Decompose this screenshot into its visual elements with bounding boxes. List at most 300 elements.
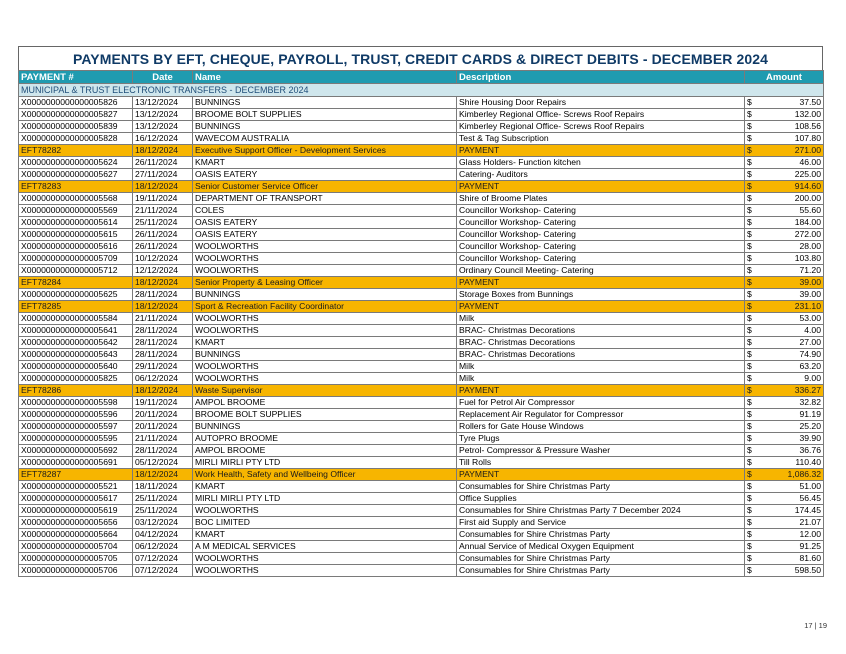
cell-name: AMPOL BROOME xyxy=(193,397,457,409)
cell-payment-id: X0000000000000005597 xyxy=(19,421,133,433)
cell-name: WOOLWORTHS xyxy=(193,241,457,253)
cell-payment-id: EFT78285 xyxy=(19,301,133,313)
table-row xyxy=(19,241,824,253)
cell-amount xyxy=(745,133,824,145)
cell-name: WOOLWORTHS xyxy=(193,361,457,373)
cell-date: 25/11/2024 xyxy=(133,505,193,517)
cell-description: BRAC- Christmas Decorations xyxy=(457,325,745,337)
currency-symbol: $ xyxy=(747,517,752,527)
currency-symbol: $ xyxy=(747,433,752,443)
cell-payment-id: EFT78284 xyxy=(19,277,133,289)
cell-description: Ordinary Council Meeting- Catering xyxy=(457,265,745,277)
cell-payment-id: X0000000000000005704 xyxy=(19,541,133,553)
cell-date: 21/11/2024 xyxy=(133,433,193,445)
section-title: MUNICIPAL & TRUST ELECTRONIC TRANSFERS - DECEMBER 2024 xyxy=(19,84,824,97)
currency-symbol: $ xyxy=(747,205,752,215)
cell-date: 18/12/2024 xyxy=(133,145,193,157)
amount-value: 55.60 xyxy=(799,205,821,215)
cell-date: 25/11/2024 xyxy=(133,493,193,505)
cell-name: WOOLWORTHS xyxy=(193,325,457,337)
amount-value: 914.60 xyxy=(794,181,821,191)
cell-amount xyxy=(745,397,824,409)
cell-payment-id: EFT78282 xyxy=(19,145,133,157)
cell-payment-id: X0000000000000005596 xyxy=(19,409,133,421)
currency-symbol: $ xyxy=(747,505,752,515)
amount-value: 174.45 xyxy=(794,505,821,515)
amount-value: 336.27 xyxy=(794,385,821,395)
cell-amount xyxy=(745,121,824,133)
cell-amount xyxy=(745,193,824,205)
table-row xyxy=(19,445,824,457)
cell-payment-id: X0000000000000005598 xyxy=(19,397,133,409)
cell-amount xyxy=(745,313,824,325)
cell-amount xyxy=(745,481,824,493)
table-row xyxy=(19,493,824,505)
cell-payment-id: X0000000000000005825 xyxy=(19,373,133,385)
cell-name: OASIS EATERY xyxy=(193,169,457,181)
cell-description: Fuel for Petrol Air Compressor xyxy=(457,397,745,409)
amount-value: 271.00 xyxy=(794,145,821,155)
cell-amount xyxy=(745,553,824,565)
cell-description: Test & Tag Subscription xyxy=(457,133,745,145)
cell-amount xyxy=(745,565,824,577)
cell-payment-id: X0000000000000005692 xyxy=(19,445,133,457)
cell-payment-id: X0000000000000005656 xyxy=(19,517,133,529)
table-row xyxy=(19,157,824,169)
cell-date: 13/12/2024 xyxy=(133,97,193,109)
cell-date: 07/12/2024 xyxy=(133,565,193,577)
amount-value: 225.00 xyxy=(794,169,821,179)
cell-amount xyxy=(745,253,824,265)
cell-name: WOOLWORTHS xyxy=(193,313,457,325)
cell-name: Sport & Recreation Facility Coordinator xyxy=(193,301,457,313)
cell-name: AMPOL BROOME xyxy=(193,445,457,457)
cell-amount xyxy=(745,217,824,229)
cell-name: WOOLWORTHS xyxy=(193,265,457,277)
cell-name: Waste Supervisor xyxy=(193,385,457,397)
cell-payment-id: X0000000000000005839 xyxy=(19,121,133,133)
table-row xyxy=(19,97,824,109)
cell-description: Tyre Plugs xyxy=(457,433,745,445)
amount-value: 200.00 xyxy=(794,193,821,203)
cell-name: WAVECOM AUSTRALIA xyxy=(193,133,457,145)
cell-description: Councillor Workshop- Catering xyxy=(457,205,745,217)
cell-payment-id: EFT78287 xyxy=(19,469,133,481)
currency-symbol: $ xyxy=(747,253,752,263)
amount-value: 32.82 xyxy=(799,397,821,407)
cell-payment-id: X0000000000000005614 xyxy=(19,217,133,229)
cell-date: 19/11/2024 xyxy=(133,193,193,205)
currency-symbol: $ xyxy=(747,373,752,383)
cell-amount xyxy=(745,229,824,241)
amount-value: 184.00 xyxy=(794,217,821,227)
cell-name: KMART xyxy=(193,157,457,169)
cell-amount xyxy=(745,517,824,529)
table-row xyxy=(19,133,824,145)
cell-amount xyxy=(745,433,824,445)
cell-payment-id: X0000000000000005624 xyxy=(19,157,133,169)
cell-description: Milk xyxy=(457,361,745,373)
cell-payment-id: X0000000000000005617 xyxy=(19,493,133,505)
cell-name: BUNNINGS xyxy=(193,421,457,433)
cell-description: Petrol- Compressor & Pressure Washer xyxy=(457,445,745,457)
cell-amount xyxy=(745,181,824,193)
cell-name: BROOME BOLT SUPPLIES xyxy=(193,409,457,421)
header-payment: PAYMENT # xyxy=(19,71,133,84)
eft-payment-row xyxy=(19,181,824,193)
table-row xyxy=(19,313,824,325)
cell-name: Senior Property & Leasing Officer xyxy=(193,277,457,289)
cell-name: KMART xyxy=(193,529,457,541)
cell-payment-id: X0000000000000005584 xyxy=(19,313,133,325)
table-row xyxy=(19,553,824,565)
cell-date: 26/11/2024 xyxy=(133,157,193,169)
cell-description: PAYMENT xyxy=(457,301,745,313)
table-row xyxy=(19,229,824,241)
table-row xyxy=(19,517,824,529)
cell-description: Councillor Workshop- Catering xyxy=(457,253,745,265)
cell-name: BUNNINGS xyxy=(193,121,457,133)
amount-value: 39.00 xyxy=(799,289,821,299)
cell-name: KMART xyxy=(193,337,457,349)
currency-symbol: $ xyxy=(747,337,752,347)
cell-payment-id: X0000000000000005615 xyxy=(19,229,133,241)
amount-value: 53.00 xyxy=(799,313,821,323)
cell-payment-id: X0000000000000005569 xyxy=(19,205,133,217)
cell-name: BUNNINGS xyxy=(193,289,457,301)
currency-symbol: $ xyxy=(747,349,752,359)
cell-payment-id: X0000000000000005625 xyxy=(19,289,133,301)
table-row xyxy=(19,109,824,121)
header-amount: Amount xyxy=(745,71,824,84)
amount-value: 12.00 xyxy=(799,529,821,539)
cell-date: 28/11/2024 xyxy=(133,349,193,361)
eft-payment-row xyxy=(19,385,824,397)
cell-date: 20/11/2024 xyxy=(133,421,193,433)
currency-symbol: $ xyxy=(747,301,752,311)
cell-name: COLES xyxy=(193,205,457,217)
cell-description: PAYMENT xyxy=(457,145,745,157)
table-row xyxy=(19,265,824,277)
cell-payment-id: X0000000000000005641 xyxy=(19,325,133,337)
amount-value: 74.90 xyxy=(799,349,821,359)
cell-description: Consumables for Shire Christmas Party 7 December 2024 xyxy=(457,505,745,517)
cell-payment-id: X0000000000000005643 xyxy=(19,349,133,361)
cell-description: Catering- Auditors xyxy=(457,169,745,181)
cell-description: PAYMENT xyxy=(457,277,745,289)
amount-value: 272.00 xyxy=(794,229,821,239)
cell-payment-id: X0000000000000005826 xyxy=(19,97,133,109)
cell-date: 18/12/2024 xyxy=(133,469,193,481)
cell-date: 21/11/2024 xyxy=(133,313,193,325)
cell-payment-id: X0000000000000005664 xyxy=(19,529,133,541)
currency-symbol: $ xyxy=(747,133,752,143)
amount-value: 110.40 xyxy=(795,457,821,467)
currency-symbol: $ xyxy=(747,493,752,503)
payments-sheet xyxy=(18,46,823,577)
table-row xyxy=(19,433,824,445)
cell-date: 06/12/2024 xyxy=(133,373,193,385)
cell-amount xyxy=(745,505,824,517)
amount-value: 9.00 xyxy=(804,373,821,383)
cell-description: Councillor Workshop- Catering xyxy=(457,217,745,229)
cell-payment-id: X0000000000000005568 xyxy=(19,193,133,205)
page-title: PAYMENTS BY EFT, CHEQUE, PAYROLL, TRUST, CREDIT CARDS & DIRECT DEBITS - DECEMBER 2024 xyxy=(18,46,823,70)
cell-date: 26/11/2024 xyxy=(133,241,193,253)
cell-date: 06/12/2024 xyxy=(133,541,193,553)
table-row xyxy=(19,397,824,409)
cell-name: Senior Customer Service Officer xyxy=(193,181,457,193)
cell-description: Consumables for Shire Christmas Party xyxy=(457,565,745,577)
currency-symbol: $ xyxy=(747,169,752,179)
cell-name: AUTOPRO BROOME xyxy=(193,433,457,445)
cell-name: WOOLWORTHS xyxy=(193,565,457,577)
cell-payment-id: X0000000000000005521 xyxy=(19,481,133,493)
cell-payment-id: X0000000000000005640 xyxy=(19,361,133,373)
cell-payment-id: X0000000000000005709 xyxy=(19,253,133,265)
amount-value: 39.00 xyxy=(799,277,821,287)
amount-value: 71.20 xyxy=(799,265,821,275)
cell-description: BRAC- Christmas Decorations xyxy=(457,337,745,349)
cell-date: 18/12/2024 xyxy=(133,385,193,397)
table-row xyxy=(19,337,824,349)
cell-date: 18/11/2024 xyxy=(133,481,193,493)
eft-payment-row xyxy=(19,277,824,289)
cell-payment-id: X0000000000000005616 xyxy=(19,241,133,253)
cell-amount xyxy=(745,541,824,553)
header-row xyxy=(19,71,824,84)
cell-name: A M MEDICAL SERVICES xyxy=(193,541,457,553)
table-row xyxy=(19,457,824,469)
amount-value: 81.60 xyxy=(799,553,821,563)
section-row xyxy=(19,84,824,97)
cell-payment-id: EFT78286 xyxy=(19,385,133,397)
amount-value: 27.00 xyxy=(799,337,821,347)
cell-date: 29/11/2024 xyxy=(133,361,193,373)
currency-symbol: $ xyxy=(747,397,752,407)
table-row xyxy=(19,217,824,229)
currency-symbol: $ xyxy=(747,553,752,563)
table-row xyxy=(19,121,824,133)
amount-value: 56.45 xyxy=(799,493,821,503)
currency-symbol: $ xyxy=(747,529,752,539)
cell-date: 19/11/2024 xyxy=(133,397,193,409)
cell-name: MIRLI MIRLI PTY LTD xyxy=(193,493,457,505)
amount-value: 107.80 xyxy=(794,133,821,143)
amount-value: 103.80 xyxy=(794,253,821,263)
cell-description: Office Supplies xyxy=(457,493,745,505)
cell-description: Till Rolls xyxy=(457,457,745,469)
cell-amount xyxy=(745,169,824,181)
cell-description: Replacement Air Regulator for Compressor xyxy=(457,409,745,421)
cell-date: 10/12/2024 xyxy=(133,253,193,265)
cell-date: 13/12/2024 xyxy=(133,121,193,133)
amount-value: 28.00 xyxy=(799,241,821,251)
cell-amount xyxy=(745,373,824,385)
cell-date: 05/12/2024 xyxy=(133,457,193,469)
payments-table xyxy=(18,70,824,577)
cell-date: 28/11/2024 xyxy=(133,337,193,349)
amount-value: 1,086.32 xyxy=(787,469,821,479)
cell-amount xyxy=(745,205,824,217)
table-row xyxy=(19,421,824,433)
currency-symbol: $ xyxy=(747,145,752,155)
cell-description: Milk xyxy=(457,313,745,325)
cell-amount xyxy=(745,469,824,481)
cell-name: WOOLWORTHS xyxy=(193,373,457,385)
cell-name: BROOME BOLT SUPPLIES xyxy=(193,109,457,121)
currency-symbol: $ xyxy=(747,193,752,203)
cell-name: OASIS EATERY xyxy=(193,229,457,241)
currency-symbol: $ xyxy=(747,109,752,119)
cell-name: BOC LIMITED xyxy=(193,517,457,529)
table-row xyxy=(19,529,824,541)
currency-symbol: $ xyxy=(747,565,752,575)
amount-value: 91.25 xyxy=(799,541,821,551)
cell-name: Executive Support Officer - Development Services xyxy=(193,145,457,157)
currency-symbol: $ xyxy=(747,457,752,467)
cell-description: First aid Supply and Service xyxy=(457,517,745,529)
table-row xyxy=(19,361,824,373)
cell-description: Shire of Broome Plates xyxy=(457,193,745,205)
table-row xyxy=(19,205,824,217)
cell-description: Glass Holders- Function kitchen xyxy=(457,157,745,169)
currency-symbol: $ xyxy=(747,289,752,299)
cell-name: Work Health, Safety and Wellbeing Officer xyxy=(193,469,457,481)
cell-amount xyxy=(745,493,824,505)
cell-amount xyxy=(745,385,824,397)
cell-amount xyxy=(745,361,824,373)
currency-symbol: $ xyxy=(747,325,752,335)
cell-date: 28/11/2024 xyxy=(133,445,193,457)
cell-payment-id: X0000000000000005642 xyxy=(19,337,133,349)
currency-symbol: $ xyxy=(747,385,752,395)
cell-date: 13/12/2024 xyxy=(133,109,193,121)
cell-date: 16/12/2024 xyxy=(133,133,193,145)
currency-symbol: $ xyxy=(747,469,752,479)
table-row xyxy=(19,169,824,181)
table-row xyxy=(19,505,824,517)
cell-payment-id: X0000000000000005712 xyxy=(19,265,133,277)
cell-amount xyxy=(745,277,824,289)
cell-description: Annual Service of Medical Oxygen Equipment xyxy=(457,541,745,553)
cell-name: MIRLI MIRLI PTY LTD xyxy=(193,457,457,469)
cell-date: 28/11/2024 xyxy=(133,289,193,301)
currency-symbol: $ xyxy=(747,445,752,455)
cell-description: PAYMENT xyxy=(457,181,745,193)
cell-amount xyxy=(745,457,824,469)
cell-description: Consumables for Shire Christmas Party xyxy=(457,481,745,493)
currency-symbol: $ xyxy=(747,121,752,131)
cell-name: OASIS EATERY xyxy=(193,217,457,229)
cell-name: WOOLWORTHS xyxy=(193,253,457,265)
amount-value: 63.20 xyxy=(799,361,821,371)
cell-payment-id: X0000000000000005705 xyxy=(19,553,133,565)
cell-date: 07/12/2024 xyxy=(133,553,193,565)
cell-amount xyxy=(745,409,824,421)
cell-date: 26/11/2024 xyxy=(133,229,193,241)
cell-name: WOOLWORTHS xyxy=(193,553,457,565)
cell-amount xyxy=(745,325,824,337)
cell-description: PAYMENT xyxy=(457,385,745,397)
cell-amount xyxy=(745,301,824,313)
table-row xyxy=(19,541,824,553)
cell-name: BUNNINGS xyxy=(193,97,457,109)
cell-name: KMART xyxy=(193,481,457,493)
cell-date: 18/12/2024 xyxy=(133,277,193,289)
table-row xyxy=(19,193,824,205)
currency-symbol: $ xyxy=(747,313,752,323)
table-row xyxy=(19,349,824,361)
currency-symbol: $ xyxy=(747,217,752,227)
currency-symbol: $ xyxy=(747,265,752,275)
cell-amount xyxy=(745,157,824,169)
currency-symbol: $ xyxy=(747,361,752,371)
cell-date: 25/11/2024 xyxy=(133,217,193,229)
amount-value: 39.90 xyxy=(799,433,821,443)
cell-amount xyxy=(745,265,824,277)
cell-payment-id: X0000000000000005627 xyxy=(19,169,133,181)
cell-payment-id: X0000000000000005619 xyxy=(19,505,133,517)
cell-name: WOOLWORTHS xyxy=(193,505,457,517)
cell-description: Consumables for Shire Christmas Party xyxy=(457,529,745,541)
currency-symbol: $ xyxy=(747,241,752,251)
cell-date: 18/12/2024 xyxy=(133,181,193,193)
cell-amount xyxy=(745,421,824,433)
amount-value: 91.19 xyxy=(799,409,821,419)
cell-amount xyxy=(745,145,824,157)
cell-payment-id: X0000000000000005827 xyxy=(19,109,133,121)
amount-value: 51.00 xyxy=(799,481,821,491)
eft-payment-row xyxy=(19,145,824,157)
amount-value: 108.56 xyxy=(794,121,821,131)
cell-description: Shire Housing Door Repairs xyxy=(457,97,745,109)
cell-description: Kimberley Regional Office- Screws Roof Repairs xyxy=(457,121,745,133)
amount-value: 21.07 xyxy=(799,517,821,527)
cell-description: Councillor Workshop- Catering xyxy=(457,241,745,253)
cell-date: 12/12/2024 xyxy=(133,265,193,277)
currency-symbol: $ xyxy=(747,277,752,287)
amount-value: 25.20 xyxy=(799,421,821,431)
cell-payment-id: X0000000000000005706 xyxy=(19,565,133,577)
currency-symbol: $ xyxy=(747,229,752,239)
cell-description: PAYMENT xyxy=(457,469,745,481)
cell-description: Storage Boxes from Bunnings xyxy=(457,289,745,301)
eft-payment-row xyxy=(19,469,824,481)
currency-symbol: $ xyxy=(747,421,752,431)
cell-description: Consumables for Shire Christmas Party xyxy=(457,553,745,565)
cell-amount xyxy=(745,337,824,349)
cell-payment-id: X0000000000000005828 xyxy=(19,133,133,145)
cell-date: 27/11/2024 xyxy=(133,169,193,181)
cell-date: 18/12/2024 xyxy=(133,301,193,313)
cell-description: Kimberley Regional Office- Screws Roof Repairs xyxy=(457,109,745,121)
table-row xyxy=(19,253,824,265)
currency-symbol: $ xyxy=(747,181,752,191)
header-date: Date xyxy=(133,71,193,84)
cell-date: 20/11/2024 xyxy=(133,409,193,421)
cell-description: Rollers for Gate House Windows xyxy=(457,421,745,433)
cell-date: 03/12/2024 xyxy=(133,517,193,529)
amount-value: 132.00 xyxy=(794,109,821,119)
currency-symbol: $ xyxy=(747,481,752,491)
cell-amount xyxy=(745,349,824,361)
cell-payment-id: X0000000000000005691 xyxy=(19,457,133,469)
cell-name: BUNNINGS xyxy=(193,349,457,361)
header-description: Description xyxy=(457,71,745,84)
cell-payment-id: EFT78283 xyxy=(19,181,133,193)
cell-date: 04/12/2024 xyxy=(133,529,193,541)
